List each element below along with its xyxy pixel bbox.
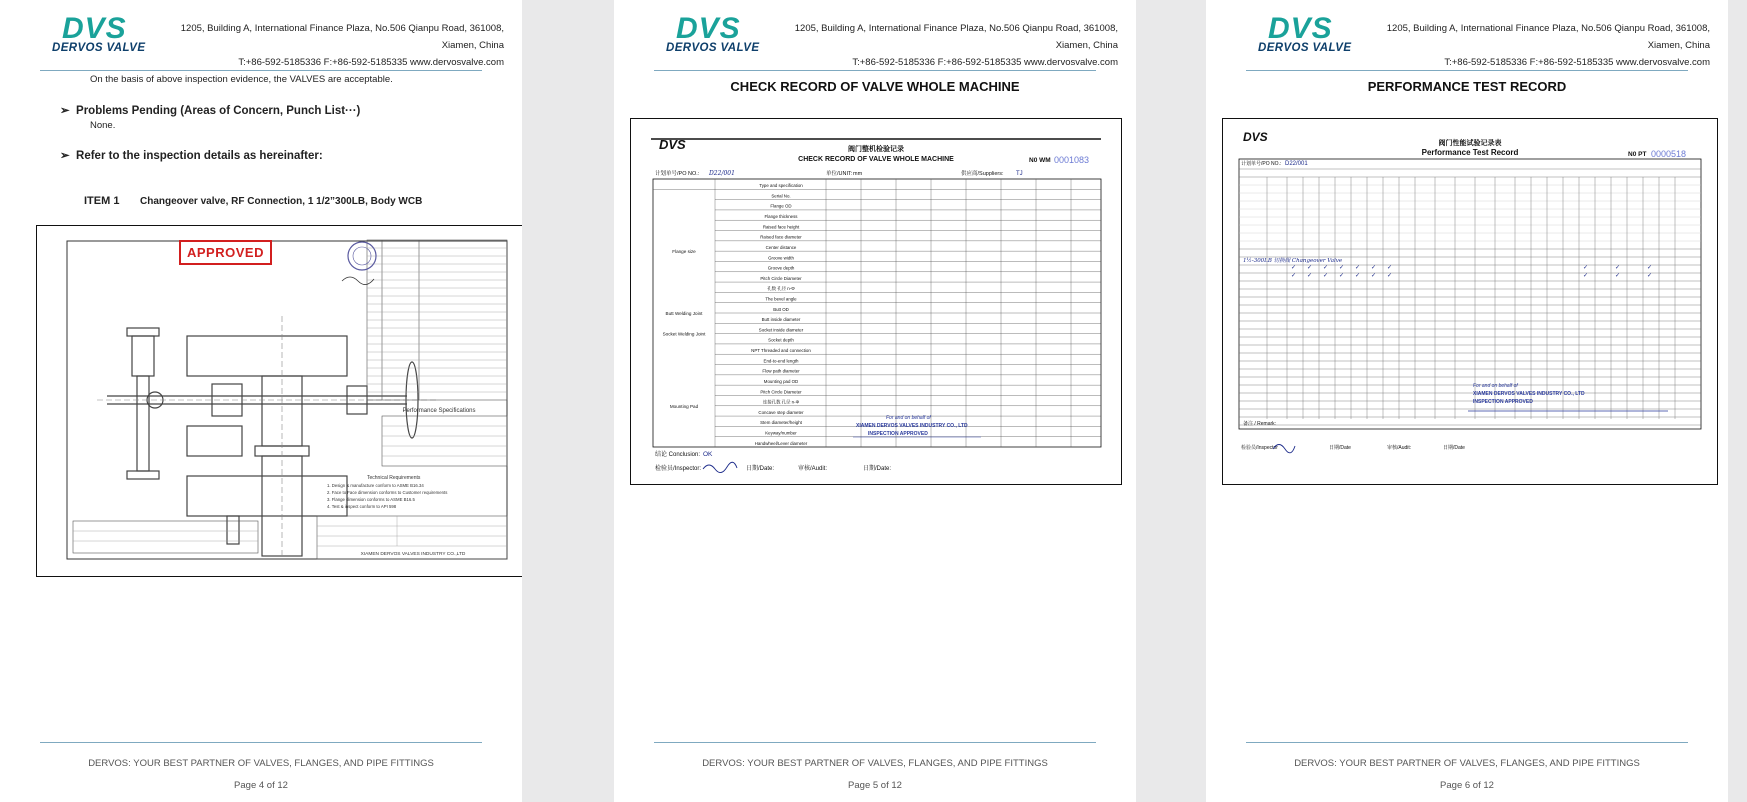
check-mark: ✓	[1583, 265, 1589, 271]
date-label-2: 日期/Date:	[863, 466, 892, 472]
dervos-logo-subtitle: DERVOS VALVE	[1258, 42, 1352, 54]
row-label: Keyway/number	[765, 430, 797, 436]
tech-req-title: Technical Requirements	[367, 475, 421, 481]
row-group-label: Butt Welding Joint	[665, 311, 703, 316]
page-6	[1206, 0, 1728, 802]
row-label: Flow path diameter	[762, 368, 800, 374]
check-mark: ✓	[1339, 265, 1345, 271]
form-no-label: N0 WM	[1029, 157, 1051, 164]
page-5	[614, 0, 1136, 802]
row-label: The bevel angle	[765, 296, 797, 302]
date-label: 日期/Date:	[746, 466, 775, 472]
supplier-value: TJ	[1016, 171, 1023, 177]
drawing-company: XIAMEN DERVOS VALVES INDUSTRY CO.,LTD	[360, 552, 466, 557]
page-number: Page 4 of 12	[234, 780, 288, 791]
performance-test-grid	[1239, 169, 1701, 425]
row-label: Handwheel/Lever diameter	[754, 440, 808, 446]
performance-test-form-image	[1222, 118, 1718, 485]
problems-heading: ➢ Problems Pending (Areas of Concern, Punch List···)	[60, 105, 361, 117]
check-mark: ✓	[1339, 273, 1345, 279]
unit-label: 单位/UNIT:	[826, 171, 853, 177]
row-label: Socket depth	[768, 337, 794, 343]
row-group-label: Mounting Pad	[669, 403, 699, 409]
page-number: Page 6 of 12	[1440, 780, 1494, 791]
row-label: 连接孔数 孔径 n-Φ	[762, 399, 800, 405]
row-label: Stem diameter/height	[760, 420, 802, 426]
company-address-block	[774, 20, 1118, 71]
row-label: Raised face diameter	[760, 234, 802, 240]
check-mark: ✓	[1387, 265, 1393, 271]
form-no-value: 0000518	[1651, 149, 1687, 159]
check-mark: ✓	[1371, 273, 1377, 279]
page-number: Page 5 of 12	[848, 780, 902, 791]
bullet-arrow-icon: ➢	[60, 105, 77, 117]
check-mark: ✓	[1371, 265, 1377, 271]
footer-rule	[40, 742, 482, 743]
inspector-label: 检验员/Inspector	[1241, 445, 1278, 451]
form-logo: DVS	[1243, 130, 1268, 144]
dervos-logo: DVS	[1268, 12, 1333, 45]
perf-spec-title: Performance Specifications	[402, 408, 476, 414]
check-mark: ✓	[1583, 273, 1589, 279]
row-label: Pitch Circle Diameter	[760, 389, 802, 395]
stamp-line-1: For and on behalf of	[886, 415, 931, 421]
row-label: Socket inside diameter	[758, 327, 804, 333]
row-group-label: Flange size	[672, 249, 696, 255]
stamp-line-2: XIAMEN DERVOS VALVES INDUSTRY CO., LTD	[1473, 391, 1585, 397]
header-rule	[40, 70, 482, 71]
bullet-arrow-icon: ➢	[60, 150, 77, 162]
check-mark: ✓	[1291, 273, 1297, 279]
row-label: Center distance	[765, 244, 797, 250]
company-address-block	[1366, 20, 1710, 71]
stamp-line-3: INSPECTION APPROVED	[868, 431, 928, 437]
performance-test-form-svg	[1223, 119, 1717, 484]
dervos-logo-subtitle: DERVOS VALVE	[666, 42, 760, 54]
check-record-grid	[653, 179, 1101, 447]
footer-rule	[654, 742, 1096, 743]
page-4	[0, 0, 522, 802]
row-label: Mounting pad OD	[763, 378, 799, 384]
audit-label: 审核/Audit:	[1387, 445, 1412, 451]
audit-label: 审核/Audit:	[798, 466, 828, 472]
check-mark: ✓	[1291, 265, 1297, 271]
refer-heading: ➢ Refer to the inspection details as hereinafter:	[60, 150, 323, 162]
item-description: Changeover valve, RF Connection, 1 1/2”300LB, Body WCB	[140, 196, 423, 207]
tech-req-2: 2. Face to Face dimension conforms to Customer requirements	[327, 490, 448, 495]
remark-label: 备注 / Remark:	[1243, 421, 1277, 427]
company-address: 1205, Building A, International Finance Plaza, No.506 Qianpu Road, 361008, Xiamen, China	[180, 23, 504, 51]
tech-req-4: 4. Test & inspect conform to API 598	[327, 504, 397, 509]
form-no-value: 0001083	[1054, 155, 1090, 165]
company-address: 1205, Building A, International Finance Plaza, No.506 Qianpu Road, 361008, Xiamen, China	[1386, 23, 1710, 51]
stamp-line-2: XIAMEN DERVOS VALVES INDUSTRY CO., LTD	[856, 423, 968, 429]
test-result-checks	[1291, 265, 1652, 279]
date-label-2: 日期/Date	[1443, 445, 1465, 451]
stamp-line-3: INSPECTION APPROVED	[1473, 399, 1533, 405]
check-mark: ✓	[1387, 273, 1393, 279]
form-title: Performance Test Record	[1421, 148, 1519, 157]
form-title-cn: 阀门性能试验记录表	[1438, 140, 1502, 147]
check-mark: ✓	[1647, 265, 1653, 271]
check-record-form-image	[630, 118, 1122, 485]
date-label: 日期/Date	[1329, 445, 1351, 451]
company-contact: T:+86-592-5185336 F:+86-592-5185335 www.dervosvalve.com	[238, 57, 504, 68]
dervos-logo: DVS	[676, 12, 741, 45]
row-label: Type and specification	[759, 183, 803, 189]
footer-text: DERVOS: YOUR BEST PARTNER OF VALVES, FLANGES, AND PIPE FITTINGS	[1294, 758, 1640, 769]
check-mark: ✓	[1647, 273, 1653, 279]
page-title: PERFORMANCE TEST RECORD	[1367, 79, 1567, 94]
stamp-line-1: For and on behalf of	[1473, 383, 1518, 389]
problems-value: None.	[90, 120, 116, 131]
check-mark: ✓	[1307, 265, 1313, 271]
acceptance-statement: On the basis of above inspection evidence, the VALVES are acceptable.	[90, 74, 393, 85]
conclusion-value: OK	[703, 451, 713, 458]
form-no-label: N0 PT	[1628, 151, 1647, 158]
check-mark: ✓	[1615, 265, 1621, 271]
check-mark: ✓	[1355, 265, 1361, 271]
row-label: NPT Threaded and connection	[751, 348, 811, 354]
row-label: Pitch Circle Diameter	[760, 275, 802, 281]
row-label: 孔数 孔径 n-Φ	[767, 286, 795, 292]
conclusion-label: 结论 Conclusion:	[655, 452, 701, 458]
form-title-cn: 阀门整机检验记录	[848, 146, 904, 153]
inspector-label: 检验员/Inspector:	[655, 466, 702, 472]
row-label: Concave step diameter	[758, 409, 804, 415]
row-label: Flange thickness	[764, 214, 798, 220]
footer-text: DERVOS: YOUR BEST PARTNER OF VALVES, FLANGES, AND PIPE FITTINGS	[702, 758, 1048, 769]
row-group-label: Socket Welding Joint	[662, 331, 706, 337]
row-label: Serial No.	[771, 193, 791, 199]
page-title: CHECK RECORD OF VALVE WHOLE MACHINE	[730, 79, 1020, 94]
row-label: Groove width	[768, 255, 794, 261]
check-mark: ✓	[1323, 265, 1329, 271]
row-label: Butt inside diameter	[761, 317, 801, 323]
company-address-block	[160, 20, 504, 71]
item-label: ITEM 1	[84, 195, 120, 207]
form-title: CHECK RECORD OF VALVE WHOLE MACHINE	[798, 156, 954, 163]
tech-req-1: 1. Design & manufacture conform to ASME B16.34	[327, 483, 424, 488]
dervos-logo-subtitle: DERVOS VALVE	[52, 42, 146, 54]
check-mark: ✓	[1615, 273, 1621, 279]
approved-stamp: APPROVED	[179, 240, 272, 265]
footer-rule	[1246, 742, 1688, 743]
po-label: 计划单号/PO NO.:	[655, 171, 700, 177]
header-rule	[654, 70, 1096, 71]
company-contact: T:+86-592-5185336 F:+86-592-5185335 www.dervosvalve.com	[852, 57, 1118, 68]
po-label: 计划单号/PO NO.:	[1241, 161, 1282, 167]
row-label: End-to-end length	[763, 358, 799, 364]
po-value: D22/001	[709, 170, 735, 177]
row-label: Groove depth	[767, 265, 795, 271]
check-record-form-svg	[631, 119, 1121, 484]
row-label: Butt OD	[773, 306, 789, 312]
dervos-logo: DVS	[62, 12, 127, 45]
form-logo: DVS	[659, 137, 686, 152]
row-label: Flange OD	[770, 203, 792, 209]
header-rule	[1246, 70, 1688, 71]
check-mark: ✓	[1323, 273, 1329, 279]
valve-drawing-image	[36, 225, 522, 577]
check-mark: ✓	[1307, 273, 1313, 279]
check-mark: ✓	[1355, 273, 1361, 279]
tech-req-3: 3. Flange dimension conforms to ASME B16.5	[327, 497, 415, 502]
po-value: D22/001	[1285, 161, 1308, 167]
supplier-label: 供应商/Suppliers:	[961, 171, 1004, 177]
valve-drawing-svg	[37, 226, 522, 576]
company-contact: T:+86-592-5185336 F:+86-592-5185335 www.dervosvalve.com	[1444, 57, 1710, 68]
test-entry: 1½-300LB 切换阀 Changeover Valve	[1243, 258, 1343, 264]
footer-text: DERVOS: YOUR BEST PARTNER OF VALVES, FLANGES, AND PIPE FITTINGS	[88, 758, 434, 769]
row-label: Raised face height	[762, 224, 800, 230]
unit-value: mm	[853, 171, 863, 177]
company-address: 1205, Building A, International Finance Plaza, No.506 Qianpu Road, 361008, Xiamen, China	[794, 23, 1118, 51]
